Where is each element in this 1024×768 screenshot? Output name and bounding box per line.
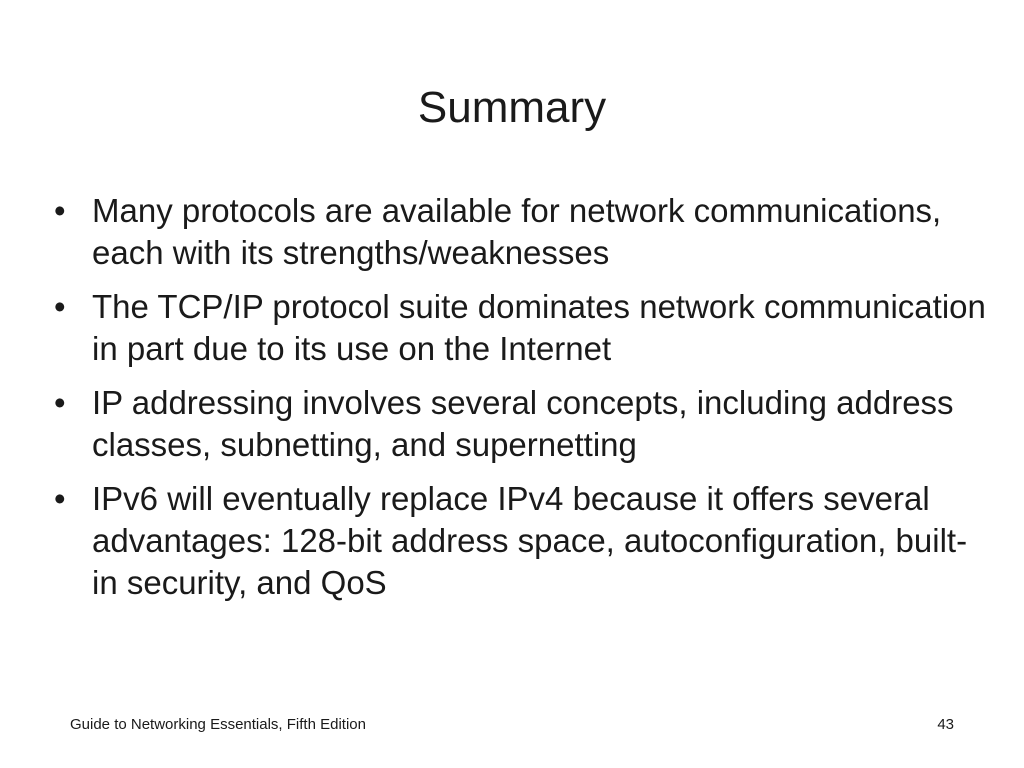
- bullet-text: IPv6 will eventually replace IPv4 because it offers several advantages: 128-bit address space, autoconfiguration, built-in security, and QoS: [92, 480, 968, 601]
- bullet-list: [52, 190, 992, 616]
- bullet-item: [52, 382, 992, 466]
- footer-page-number: 43: [937, 716, 954, 733]
- bullet-marker: •: [54, 192, 66, 229]
- bullet-item: [52, 190, 992, 274]
- bullet-marker: •: [54, 480, 66, 517]
- bullet-text: The TCP/IP protocol suite dominates network communication in part due to its use on the Internet: [92, 288, 986, 367]
- bullet-marker: •: [54, 384, 66, 421]
- bullet-text: IP addressing involves several concepts, including address classes, subnetting, and supernetting: [92, 384, 954, 463]
- slide-title: Summary: [417, 83, 607, 132]
- bullet-item: [52, 286, 992, 370]
- bullet-text: Many protocols are available for network communications, each with its strengths/weaknesses: [92, 192, 942, 271]
- footer-book-title: Guide to Networking Essentials, Fifth Edition: [70, 716, 366, 733]
- bullet-marker: •: [54, 288, 66, 325]
- bullet-item: [52, 478, 992, 604]
